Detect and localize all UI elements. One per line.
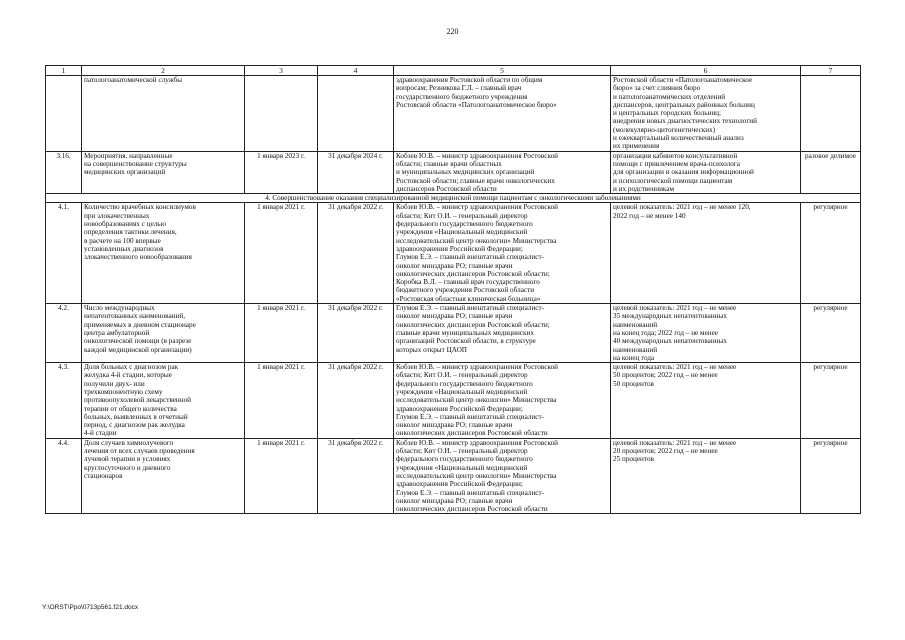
measure-type: регулярное — [801, 203, 861, 304]
cell-line: целевой показатель: 2021 год – не менее 120, — [613, 203, 751, 212]
column-header: 4 — [318, 66, 394, 76]
file-path-footer: Y:\ORST\Ppo\0713p561.f21.docx — [42, 604, 139, 611]
column-header: 1 — [46, 66, 82, 76]
start-date: 1 января 2021 г. — [245, 438, 318, 514]
cell-line: исследовательский центр онкологии» Министерства — [396, 236, 557, 245]
cell-line: диспансеров Ростовской области — [396, 184, 497, 193]
cell-line: 50 процентов — [613, 379, 654, 388]
cell-line: онколог минздрава РО; главные врачи — [396, 496, 513, 505]
measure-name — [82, 203, 245, 304]
column-header: 5 — [394, 66, 611, 76]
cell-line: бюджетного учреждения Ростовской области — [396, 286, 535, 295]
cell-line: их применения — [613, 142, 660, 151]
cell-line: организаций Ростовской области, в структуре — [396, 337, 536, 346]
cell-line: целевой показатель: 2021 год – не менее — [613, 438, 737, 447]
cell-line: здравоохранения Российской Федерации; — [396, 404, 523, 413]
cell-line: Кобзев Ю.В. – министр здравоохранения Ростовской — [396, 151, 559, 160]
cell-line: непатентованных наименований, — [84, 312, 185, 321]
cell-line: лечения от всех случаев проведения — [84, 447, 195, 456]
cell-line: федерального государственного бюджетного — [396, 379, 533, 388]
end-date — [318, 76, 394, 152]
expected-result — [611, 151, 801, 193]
cell-line: здравоохранения Ростовской области по общим — [396, 76, 543, 84]
table-row — [46, 363, 861, 439]
measure-type — [801, 76, 861, 152]
cell-line: диспансеров, центральных районных больниц — [613, 100, 755, 109]
measure-type: регулярное — [801, 304, 861, 363]
cell-line: Кобзев Ю.В. – министр здравоохранения Ростовской — [396, 438, 559, 447]
cell-line: Глумов Е.Э. – главный внештатный специалист- — [396, 253, 545, 262]
item-number — [46, 76, 82, 152]
section-heading-row — [46, 194, 861, 203]
item-number: 4.1. — [46, 203, 82, 304]
cell-line: 4-й стадии — [84, 429, 117, 438]
cell-line: патологоанатомической службы — [84, 76, 183, 84]
cell-line: онколог минздрава РО; главные врачи — [396, 421, 513, 430]
column-header: 7 — [801, 66, 861, 76]
expected-result — [611, 304, 801, 363]
cell-line: Ростовской области «Патологоанатомическое бюро» — [396, 100, 557, 109]
responsible-persons — [394, 304, 611, 363]
cell-line: на конец года; 2022 год – не менее — [613, 328, 718, 337]
cell-line: медицинских организаций — [84, 168, 166, 177]
cell-line: стационаров — [84, 471, 123, 480]
column-header: 2 — [82, 66, 245, 76]
cell-line: которых открыт ЦАОП — [396, 345, 467, 354]
cell-line: 35 международных непатентованных — [613, 312, 727, 321]
cell-line: федерального государственного бюджетного — [396, 220, 533, 229]
cell-line: онкологических диспансеров Ростовской области; — [396, 269, 550, 278]
cell-line: при злокачественных — [84, 211, 150, 220]
cell-line: 50 процентов; 2022 год – не менее — [613, 371, 718, 380]
cell-line: Количество врачебных консилиумов — [84, 203, 196, 212]
cell-line: на совершенствование структуры — [84, 159, 187, 168]
cell-line: государственного бюджетного учреждения — [396, 92, 528, 101]
cell-line: наименований — [613, 320, 658, 329]
cell-line: Доля больных с диагнозом рак — [84, 363, 179, 372]
cell-line: учреждения «Национальный медицинский — [396, 387, 528, 396]
item-number: 3.16. — [46, 151, 82, 193]
cell-line: период, с диагнозом рак желудка — [84, 421, 185, 430]
cell-line: здравоохранения Российской Федерации; — [396, 244, 523, 253]
cell-line: онкологических диспансеров Ростовской области — [396, 429, 548, 438]
cell-line: получили двух- или — [84, 379, 145, 388]
cell-line: 20 процентов; 2022 год – не менее — [613, 447, 718, 456]
cell-line: центра амбулаторной — [84, 328, 150, 337]
cell-line: Глумов Е.Э. – главный внештатный специалист- — [396, 304, 545, 313]
cell-line: исследовательский центр онкологии» Министерства — [396, 396, 557, 405]
measure-type: регулярное — [801, 438, 861, 514]
cell-line: круглосуточного и дневного — [84, 463, 171, 472]
cell-line: и их родственникам — [613, 184, 675, 193]
measure-name — [82, 363, 245, 439]
cell-line: целевой показатель: 2021 год – не менее — [613, 363, 737, 372]
measure-name — [82, 304, 245, 363]
start-date: 1 января 2021 г. — [245, 203, 318, 304]
item-number: 4.3. — [46, 363, 82, 439]
responsible-persons — [394, 203, 611, 304]
cell-line: Ростовской области; главные врачи онкологических — [396, 176, 555, 185]
cell-line: (молекулярно-цитогенетических) — [613, 125, 716, 134]
cell-line: здравоохранения Российской Федерации; — [396, 480, 523, 489]
table-row — [46, 76, 861, 152]
table-row — [46, 304, 861, 363]
measure-type: регулярное — [801, 363, 861, 439]
column-header: 3 — [245, 66, 318, 76]
cell-line: больных, выявленных в отчетный — [84, 412, 188, 421]
table-row — [46, 151, 861, 193]
column-number-row — [46, 66, 861, 76]
cell-line: новообразованиях с целью — [84, 220, 166, 229]
responsible-persons — [394, 76, 611, 152]
cell-line: 25 процентов — [613, 455, 654, 464]
cell-line: терапии от общего количества — [84, 404, 177, 413]
cell-line: установленных диагнозов — [84, 244, 164, 253]
measure-name — [82, 151, 245, 193]
end-date: 31 декабря 2022 г. — [318, 304, 394, 363]
measure-type: разовое делимое — [801, 151, 861, 193]
cell-line: и психологической помощи пациентам — [613, 176, 733, 185]
cell-line: онколог минздрава РО; главные врачи — [396, 261, 513, 270]
cell-line: Мероприятия, направленные — [84, 151, 173, 160]
cell-line: главные врачи муниципальных медицинских — [396, 328, 534, 337]
measure-name — [82, 76, 245, 152]
cell-line: злокачественного новообразования — [84, 253, 192, 262]
cell-line: онкологических диспансеров Ростовской области; — [396, 320, 550, 329]
cell-line: 2022 год – не менее 140 — [613, 211, 686, 220]
cell-line: каждой медицинской организации) — [84, 345, 192, 354]
cell-line: противоопухолевой лекарственной — [84, 396, 192, 405]
expected-result — [611, 203, 801, 304]
item-number: 4.2. — [46, 304, 82, 363]
end-date: 31 декабря 2022 г. — [318, 438, 394, 514]
cell-line: Кобзев Ю.В. – министр здравоохранения Ростовской — [396, 203, 559, 212]
end-date: 31 декабря 2022 г. — [318, 203, 394, 304]
cell-line: Ростовской области «Патологоанатомическое — [613, 76, 753, 84]
cell-line: трехкомпонентную схему — [84, 387, 163, 396]
column-header: 6 — [611, 66, 801, 76]
cell-line: федерального государственного бюджетного — [396, 455, 533, 464]
cell-line: исследовательский центр онкологии» Министерства — [396, 471, 557, 480]
cell-line: и патологоанатомических отделений — [613, 92, 726, 101]
cell-line: онкологических диспансеров Ростовской области — [396, 505, 548, 514]
expected-result — [611, 438, 801, 514]
cell-line: Доля случаев химиолучевого — [84, 438, 174, 447]
cell-line: и ежеквартальный количественный анализ — [613, 134, 744, 143]
start-date: 1 января 2023 г. — [245, 151, 318, 193]
expected-result — [611, 76, 801, 152]
cell-line: бюро» за счет слияния бюро — [613, 84, 701, 93]
section-heading: 4. Совершенствование оказания специализированной медицинской помощи пациентам с онкологическими заболеваниями — [46, 194, 861, 203]
end-date: 31 декабря 2024 г. — [318, 151, 394, 193]
end-date: 31 декабря 2022 г. — [318, 363, 394, 439]
responsible-persons — [394, 363, 611, 439]
start-date: 1 января 2021 г. — [245, 363, 318, 439]
cell-line: учреждения «Национальный медицинский — [396, 228, 528, 237]
cell-line: в расчете на 100 впервые — [84, 236, 161, 245]
cell-line: желудка 4-й стадии, которые — [84, 371, 172, 380]
cell-line: 40 международных непатентованных — [613, 337, 727, 346]
cell-line: Глумов Е.Э. – главный внештатный специалист- — [396, 488, 545, 497]
page-number: 220 — [446, 27, 459, 36]
plan-table — [45, 65, 861, 514]
cell-line: области; главные врачи областных — [396, 159, 502, 168]
measure-name — [82, 438, 245, 514]
cell-line: лучевой терапии в условиях — [84, 455, 171, 464]
cell-line: Кобзев Ю.В. – министр здравоохранения Ростовской — [396, 363, 559, 372]
cell-line: определения тактики лечения, — [84, 228, 177, 237]
cell-line: организация кабинетов консультативной — [613, 151, 738, 160]
cell-line: онколог минздрава РО; главные врачи — [396, 312, 513, 321]
cell-line: онкологической помощи (в разрезе — [84, 337, 192, 346]
cell-line: Глумов Е.Э. – главный внештатный специалист- — [396, 412, 545, 421]
cell-line: области; Кит О.И. – генеральный директор — [396, 371, 528, 380]
cell-line: области; Кит О.И. – генеральный директор — [396, 211, 528, 220]
responsible-persons — [394, 438, 611, 514]
expected-result — [611, 363, 801, 439]
cell-line: для организации и оказания информационной — [613, 168, 754, 177]
cell-line: и муниципальных медицинских организаций — [396, 168, 535, 177]
cell-line: на конец года — [613, 353, 655, 362]
cell-line: наименований — [613, 345, 658, 354]
cell-line: и центральных городских больниц; — [613, 109, 722, 118]
cell-line: Коробка В.Л. – главный врач государственного — [396, 278, 540, 287]
cell-line: «Ростовская областная клиническая больница» — [396, 294, 541, 303]
start-date: 1 января 2021 г. — [245, 304, 318, 363]
start-date — [245, 76, 318, 152]
responsible-persons — [394, 151, 611, 193]
cell-line: применяемых в дневном стационаре — [84, 320, 196, 329]
table-row — [46, 438, 861, 514]
cell-line: Число международных — [84, 304, 155, 313]
cell-line: целевой показатель: 2021 год – не менее — [613, 304, 737, 313]
cell-line: области; Кит О.И. – генеральный директор — [396, 447, 528, 456]
cell-line: вопросам; Резникова Г.Л. – главный врач — [396, 84, 522, 93]
cell-line: помощи с привлечением врача-психолога — [613, 159, 740, 168]
cell-line: учреждения «Национальный медицинский — [396, 463, 528, 472]
cell-line: внедрения новых диагностических технологий — [613, 117, 757, 126]
table-row — [46, 203, 861, 304]
item-number: 4.4. — [46, 438, 82, 514]
